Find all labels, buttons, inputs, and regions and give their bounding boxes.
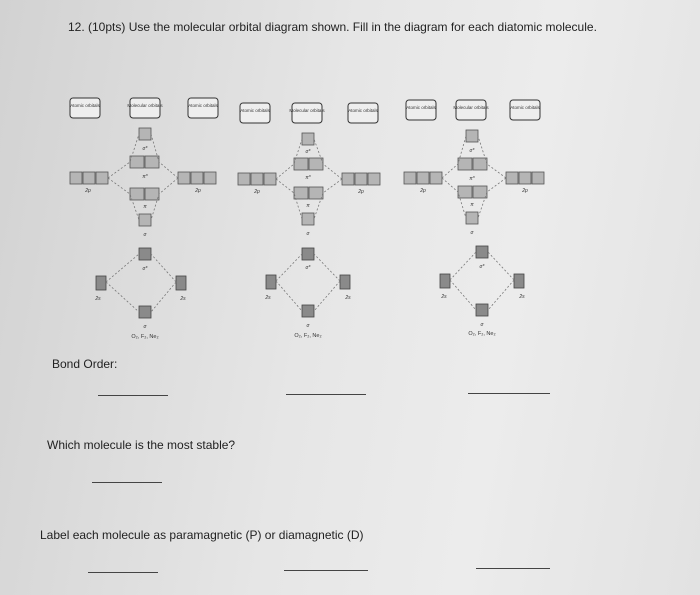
- sigma-2s-label: σ: [480, 322, 484, 328]
- sigma-star-2s-box[interactable]: [139, 248, 151, 260]
- atomic-2p-right-box-2[interactable]: [191, 172, 203, 184]
- left-2p-label: 2p: [420, 188, 426, 194]
- sigma-2p-box[interactable]: [302, 213, 314, 225]
- atomic-2s-left-box[interactable]: [440, 274, 450, 288]
- sigma-star-2s-label: σ*: [142, 266, 148, 272]
- pi-2p-box-2[interactable]: [145, 188, 159, 200]
- bond-order-label: Bond Order:: [52, 357, 118, 371]
- molecular-orbitals-header: [130, 98, 160, 118]
- atomic-orbitals-header-left: [240, 103, 270, 123]
- mo-diagram-2: [238, 103, 380, 339]
- sigma-2p-label: σ: [306, 231, 310, 237]
- sigma-star-2s-box[interactable]: [302, 248, 314, 260]
- mo-diagram-1: [70, 98, 219, 340]
- atomic-orbitals-header-right: [510, 100, 540, 120]
- right-2s-label: 2s: [519, 294, 525, 300]
- atomic-2s-left-box[interactable]: [266, 275, 276, 289]
- sigma-star-2p-box[interactable]: [302, 133, 314, 145]
- magnetic-blank-2[interactable]: [284, 570, 368, 571]
- atomic-orbitals-header-right: [188, 98, 218, 118]
- pi-2p-box-2[interactable]: [309, 187, 323, 199]
- atomic-2p-left-box-2[interactable]: [251, 173, 263, 185]
- right-2p-label: 2p: [522, 188, 528, 194]
- atomic-2p-right-box-1[interactable]: [506, 172, 518, 184]
- atomic-2p-left-box-1[interactable]: [404, 172, 416, 184]
- left-2p-label: 2p: [85, 188, 91, 194]
- pi-2p-box-2[interactable]: [473, 186, 487, 198]
- sigma-2s-label: σ: [306, 323, 310, 329]
- atomic-orbitals-header-left: [406, 100, 436, 120]
- right-2s-label: 2s: [345, 295, 351, 301]
- header-mid-text: Molecular orbitals: [289, 108, 325, 113]
- right-2p-label: 2p: [358, 189, 364, 195]
- sigma-star-2p-label: σ*: [305, 149, 311, 155]
- bond-order-blank-3[interactable]: [468, 393, 550, 394]
- left-2s-label: 2s: [441, 294, 447, 300]
- pi-star-2p-box-1[interactable]: [458, 158, 472, 170]
- pi-2p-box-1[interactable]: [294, 187, 308, 199]
- left-2s-label: 2s: [95, 296, 101, 302]
- atomic-2p-right-box-3[interactable]: [532, 172, 544, 184]
- molecular-orbitals-header: [456, 100, 486, 120]
- right-2s-label: 2s: [180, 296, 186, 302]
- atomic-2p-left-box-2[interactable]: [83, 172, 95, 184]
- sigma-2p-label: σ: [470, 230, 474, 236]
- pi-star-2p-label: π*: [305, 175, 311, 181]
- pi-2p-box-1[interactable]: [130, 188, 144, 200]
- atomic-2p-left-box-3[interactable]: [264, 173, 276, 185]
- pi-star-2p-box-1[interactable]: [294, 158, 308, 170]
- atomic-2s-right-box[interactable]: [514, 274, 524, 288]
- atomic-2p-right-box-3[interactable]: [204, 172, 216, 184]
- atomic-2p-right-box-1[interactable]: [178, 172, 190, 184]
- molecular-orbitals-header: [292, 103, 322, 123]
- right-2p-label: 2p: [195, 188, 201, 194]
- sigma-2p-label: σ: [143, 232, 147, 238]
- question-title: 12. (10pts) Use the molecular orbital diagram shown. Fill in the diagram for each diatomic molecule.: [68, 20, 597, 34]
- pi-star-2p-label: π*: [469, 176, 475, 182]
- atomic-2p-right-box-3[interactable]: [368, 173, 380, 185]
- pi-2p-label: π: [470, 202, 474, 208]
- sigma-star-2s-box[interactable]: [476, 246, 488, 258]
- pi-star-2p-label: π*: [142, 174, 148, 180]
- header-right-text: Atomic orbitals: [348, 108, 378, 113]
- magnetic-blank-3[interactable]: [476, 568, 550, 569]
- header-left-text: Atomic orbitals: [406, 105, 436, 110]
- molecule-list-3: O₂, F₂, Ne₂: [468, 331, 496, 337]
- pi-2p-label: π: [306, 203, 310, 209]
- sigma-star-2p-box[interactable]: [139, 128, 151, 140]
- pi-2p-box-1[interactable]: [458, 186, 472, 198]
- mo-diagram-3: [404, 100, 544, 337]
- most-stable-blank[interactable]: [92, 482, 162, 483]
- atomic-2p-left-box-2[interactable]: [417, 172, 429, 184]
- sigma-star-2p-label: σ*: [142, 146, 148, 152]
- atomic-2p-left-box-1[interactable]: [70, 172, 82, 184]
- atomic-orbitals-header-right: [348, 103, 378, 123]
- most-stable-question: Which molecule is the most stable?: [47, 438, 236, 452]
- header-left-text: Atomic orbitals: [70, 103, 100, 108]
- bond-order-blank-2[interactable]: [286, 394, 366, 395]
- sigma-2s-box[interactable]: [302, 305, 314, 317]
- pi-star-2p-box-2[interactable]: [473, 158, 487, 170]
- atomic-2p-right-box-2[interactable]: [519, 172, 531, 184]
- atomic-2s-right-box[interactable]: [340, 275, 350, 289]
- sigma-2s-label: σ: [143, 324, 147, 330]
- left-2s-label: 2s: [265, 295, 271, 301]
- header-mid-text: Molecular orbitals: [127, 103, 163, 108]
- bond-order-blank-1[interactable]: [98, 395, 168, 396]
- atomic-2p-left-box-3[interactable]: [96, 172, 108, 184]
- molecule-list-2: O₂, F₂, Ne₂: [294, 333, 322, 339]
- atomic-2s-right-box[interactable]: [176, 276, 186, 290]
- sigma-star-2p-box[interactable]: [466, 130, 478, 142]
- atomic-2p-right-box-1[interactable]: [342, 173, 354, 185]
- sigma-star-2s-label: σ*: [479, 264, 485, 270]
- header-right-text: Atomic orbitals: [188, 103, 218, 108]
- sigma-star-2s-label: σ*: [305, 265, 311, 271]
- pi-star-2p-box-2[interactable]: [145, 156, 159, 168]
- atomic-2p-left-box-3[interactable]: [430, 172, 442, 184]
- magnetic-blank-1[interactable]: [88, 572, 158, 573]
- header-right-text: Atomic orbitals: [510, 105, 540, 110]
- sigma-2p-box[interactable]: [139, 214, 151, 226]
- sigma-star-2p-label: σ*: [469, 148, 475, 154]
- pi-star-2p-box-2[interactable]: [309, 158, 323, 170]
- atomic-2p-left-box-1[interactable]: [238, 173, 250, 185]
- atomic-2p-right-box-2[interactable]: [355, 173, 367, 185]
- sigma-2s-box[interactable]: [476, 304, 488, 316]
- sigma-2s-box[interactable]: [139, 306, 151, 318]
- left-2p-label: 2p: [254, 189, 260, 195]
- atomic-2s-left-box[interactable]: [96, 276, 106, 290]
- molecule-list-1: O₂, F₂, Ne₂: [131, 334, 159, 340]
- header-left-text: Atomic orbitals: [240, 108, 270, 113]
- pi-2p-label: π: [143, 204, 147, 210]
- pi-star-2p-box-1[interactable]: [130, 156, 144, 168]
- header-mid-text: Molecular orbitals: [453, 105, 489, 110]
- magnetic-question: Label each molecule as paramagnetic (P) or diamagnetic (D): [40, 528, 364, 542]
- atomic-orbitals-header-left: [70, 98, 100, 118]
- sigma-2p-box[interactable]: [466, 212, 478, 224]
